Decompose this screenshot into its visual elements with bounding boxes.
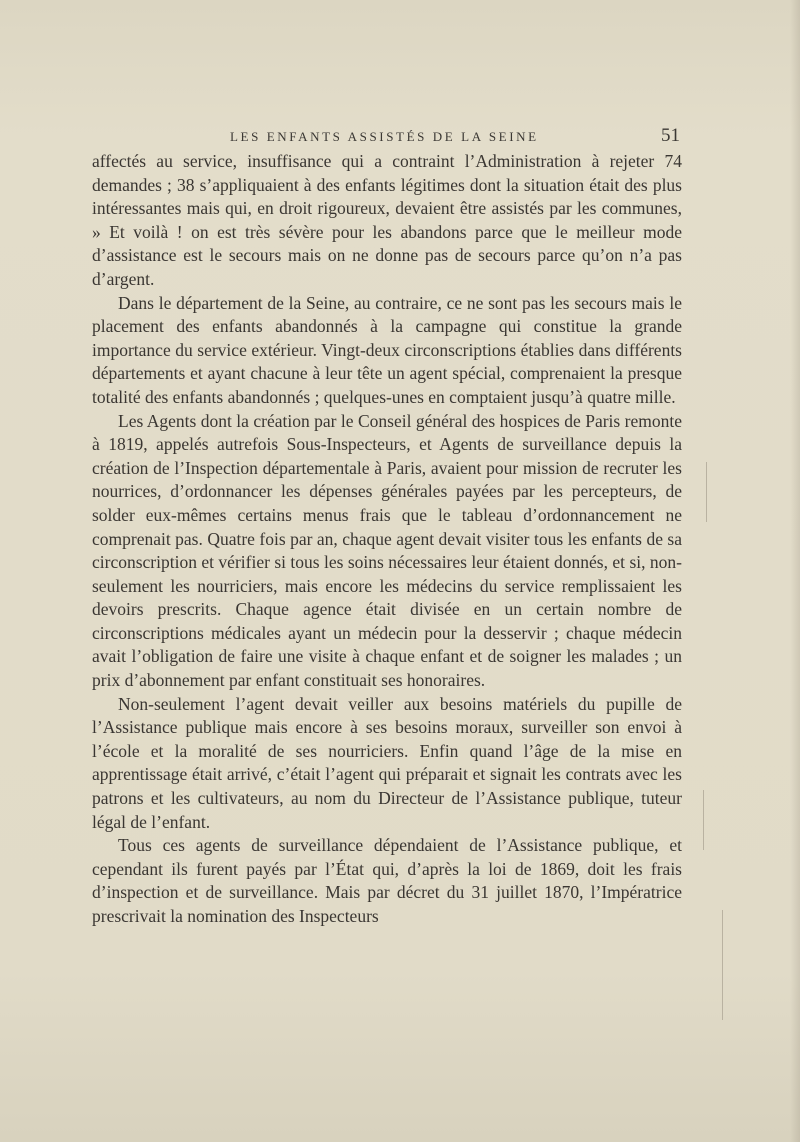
page-edge-shadow — [790, 0, 800, 1142]
body-text — [92, 150, 682, 929]
margin-pencil-mark — [722, 910, 729, 1020]
paragraph: Les Agents dont la création par le Conseil général des hospices de Paris remonte à 1819, appelés autrefois Sous-Inspecteurs, et Agents de surveillance depuis la création de l’Inspection départementale à Paris, avaient pour mission de recruter les nourrices, d’ordonnancer les dépenses générales payées par les percepteurs, de solder eux-mêmes certains menus frais que le tableau d’ordonnancement ne comprenait pas. Quatre fois par an, chaque agent devait visiter tous les enfants de sa circonscription et vérifier si tous les soins nécessaires leur étaient donnés, et si, non-seulement les nourriciers, mais encore les médecins du service remplissaient les devoirs prescrits. Chaque agence était divisée en un certain nombre de circonscriptions médicales ayant un médecin pour la desservir ; chaque médecin avait l’obligation de faire une visite à chaque enfant et de soigner les malades ; un prix d’abonnement par enfant constituait ses honoraires. — [92, 410, 682, 691]
page-number: 51 — [661, 125, 680, 146]
paragraph: Dans le département de la Seine, au contraire, ce ne sont pas les secours mais le placement des enfants abandonnés à la campagne qui constitue la grande importance du service extérieur. Vingt-deux circonscriptions établies dans différents départements et ayant chacune à leur tête un agent spécial, comprenaient la presque totalité des enfants abandonnés ; quelques-unes en comptaient jusqu’à quatre mille. — [92, 292, 682, 407]
paragraph: affectés au service, insuffisance qui a contraint l’Administration à rejeter 74 demandes ; 38 s’appliquaient à des enfants légitimes dont la situation était des plus intéressantes mais qui, en droit rigoureux, devaient être assistés par les communes, » Et voilà ! on est très sévère pour les abandons parce que le meilleur mode d’assistance est le secours mais on ne donne pas de secours parce qu’on n’a pas d’argent. — [92, 151, 682, 289]
margin-pencil-mark — [703, 790, 710, 850]
paragraph: Non-seulement l’agent devait veiller aux besoins matériels du pupille de l’Assistance publique mais encore à ses besoins moraux, surveiller son envoi à l’école et la moralité de ses nourriciers. Enfin quand l’âge de la mise en apprentissage était arrivé, c’était l’agent qui préparait et signait les contrats avec les patrons et les cultivateurs, au nom du Directeur de l’Assistance publique, tuteur légal de l’enfant. — [92, 693, 682, 832]
page-header — [92, 127, 682, 149]
paragraph: Tous ces agents de surveillance dépendaient de l’Assistance publique, et cependant ils furent payés par l’État qui, d’après la loi de 1869, doit les frais d’inspection et de surveillance. Mais par décret du 31 juillet 1870, l’Impératrice prescrivait la nomination des Inspecteurs — [92, 835, 682, 926]
running-title: LES ENFANTS ASSISTÉS DE LA SEINE — [230, 129, 539, 144]
margin-pencil-mark — [706, 462, 713, 522]
